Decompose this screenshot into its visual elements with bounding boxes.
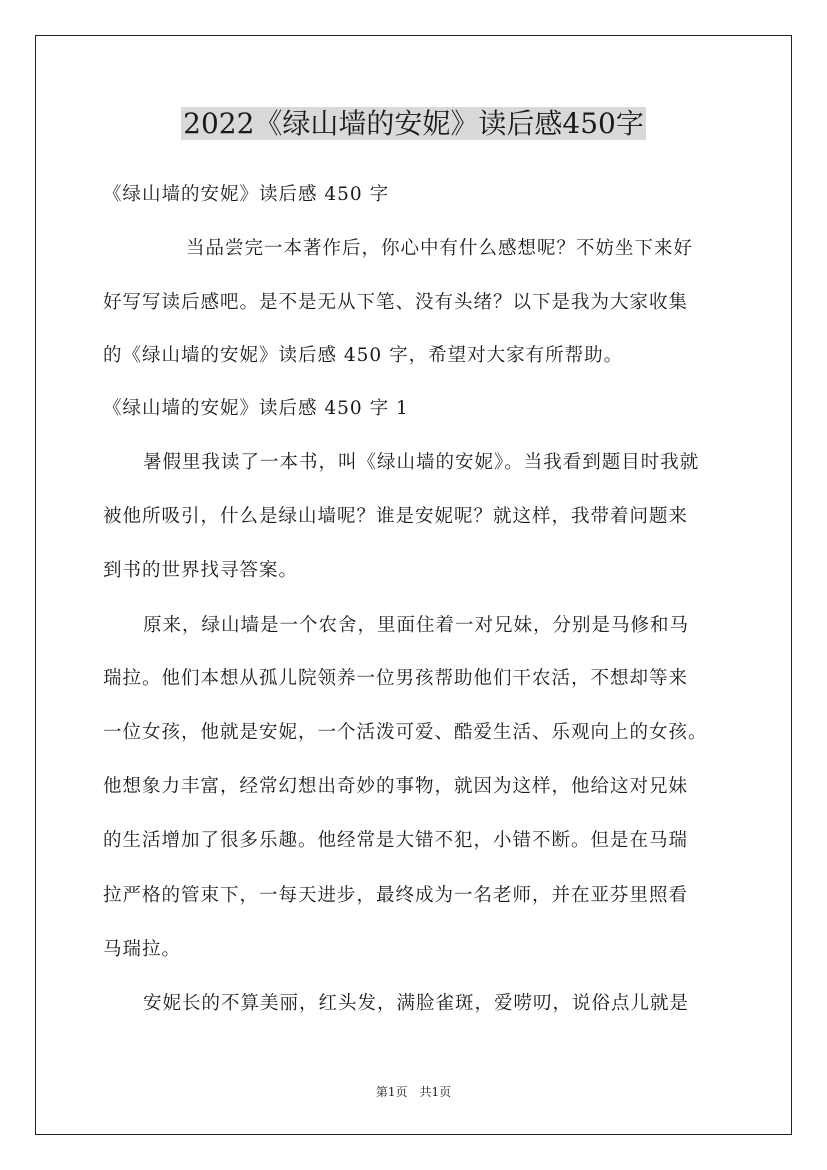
paragraph-line: 瑞拉。他们本想从孤儿院领养一位男孩帮助他们干农活，不想却等来 — [103, 668, 689, 689]
paragraph-line: 被他所吸引，什么是绿山墙呢？谁是安妮呢？就这样，我带着问题来 — [103, 506, 689, 527]
paragraph-line: 暑假里我读了一本书，叫《绿山墙的安妮》。当我看到题目时我就 — [143, 452, 700, 473]
intro-line: 当品尝完一本著作后，你心中有什么感想呢？不妨坐下来好 — [186, 238, 694, 259]
paragraph-line: 的生活增加了很多乐趣。他经常是大错不犯，小错不断。但是在马瑞 — [103, 830, 689, 851]
intro-line: 的《绿山墙的安妮》读后感 450 字，希望对大家有所帮助。 — [103, 345, 624, 366]
intro-line: 好写写读后感吧。是不是无从下笔、没有头绪？以下是我为大家收集 — [103, 292, 689, 313]
document-title — [0, 104, 827, 144]
paragraph-line: 他想象力丰富，经常幻想出奇妙的事物，就因为这样，他给这对兄妹 — [103, 776, 689, 797]
paragraph-line: 安妮长的不算美丽，红头发，满脸雀斑，爱唠叨，说俗点儿就是 — [143, 993, 690, 1014]
paragraph-line: 拉严格的管束下，一每天进步，最终成为一名老师，并在亚芬里照看 — [103, 885, 689, 906]
page-footer: 第1页 共1页 — [375, 1085, 452, 1099]
paragraph-line: 到书的世界找寻答案。 — [103, 560, 299, 581]
paragraph-line: 原来，绿山墙是一个农舍，里面住着一对兄妹，分别是马修和马 — [143, 615, 690, 636]
paragraph-line: 一位女孩，他就是安妮，一个活泼可爱、酷爱生活、乐观向上的女孩。 — [103, 722, 708, 743]
section-heading: 《绿山墙的安妮》读后感 450 字 1 — [103, 398, 409, 419]
document-title-text: 2022《绿山墙的安妮》读后感450字 — [183, 107, 644, 140]
paragraph-line: 马瑞拉。 — [103, 939, 182, 960]
subtitle: 《绿山墙的安妮》读后感 450 字 — [103, 184, 390, 205]
